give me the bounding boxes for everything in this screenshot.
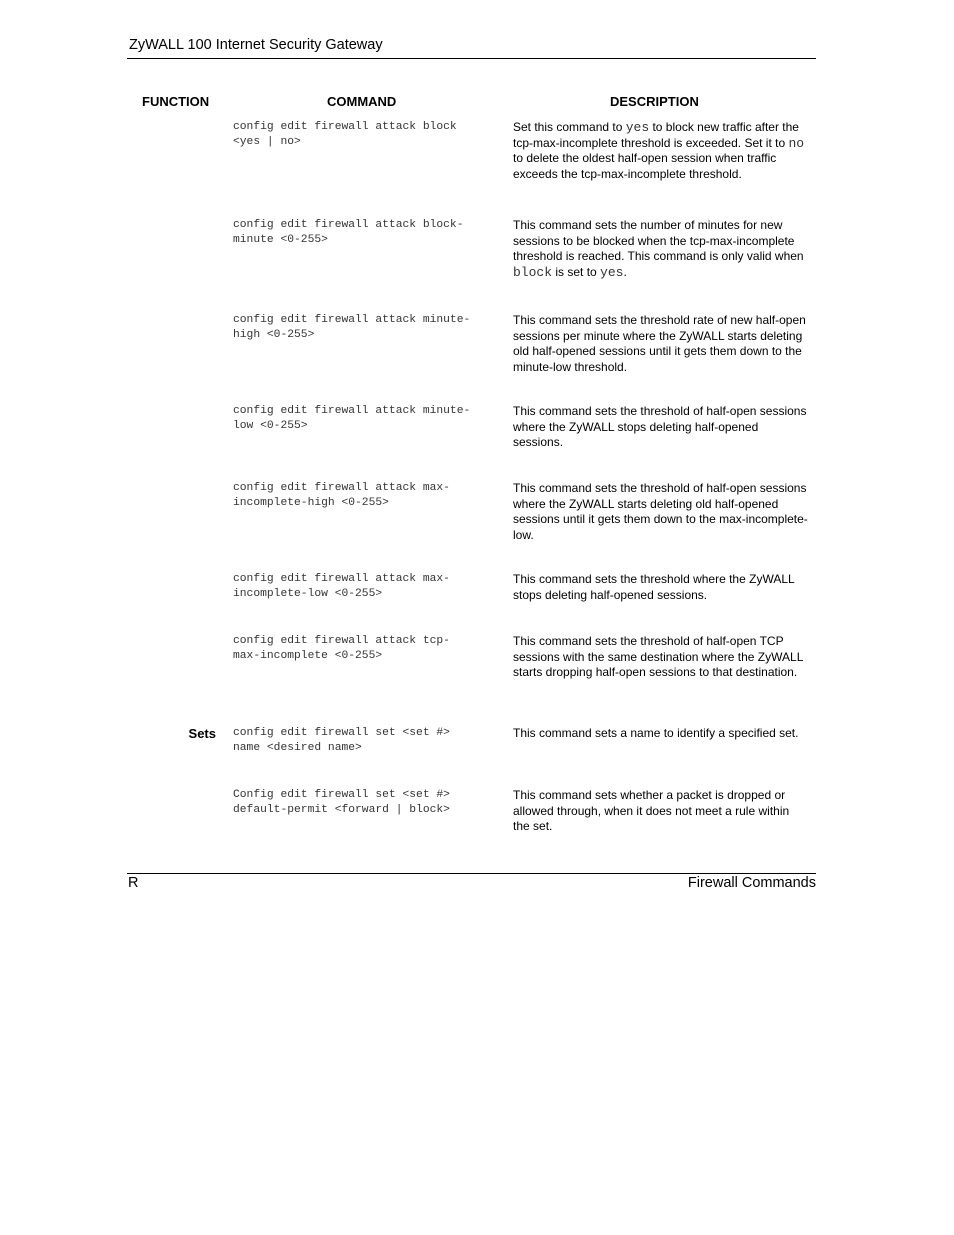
- description-text: This command sets the threshold where the ZyWALL stops deleting half-opened sessions.: [513, 572, 795, 602]
- inline-code: block: [513, 264, 553, 280]
- column-header-function: FUNCTION: [142, 94, 210, 109]
- footer-section-title: Firewall Commands: [687, 875, 816, 891]
- footer-page-marker: R: [128, 875, 139, 891]
- command-text: config edit firewall set <set #> name <desired name>: [233, 727, 450, 754]
- command-text: config edit firewall attack block <yes | no>: [233, 121, 457, 148]
- description-text: This command sets the threshold of half-open TCP sessions with the same destination where the ZyWALL starts dropping half-open sessions to that destination.: [513, 634, 803, 679]
- command-text: config edit firewall attack tcp- max-incomplete <0-255>: [233, 635, 450, 662]
- description-text: This command sets whether a packet is dropped or allowed through, when it does not meet a rule within the set.: [513, 788, 790, 833]
- inline-code: yes: [625, 120, 650, 135]
- command-text: config edit firewall attack block- minute <0-255>: [233, 219, 464, 246]
- command-text: Config edit firewall set <set #> default-permit <forward | block>: [233, 789, 450, 816]
- header-divider: [127, 58, 816, 59]
- description-text: This command sets the threshold of half-open sessions where the ZyWALL starts deleting old half-opened sessions until it gets them down to the max-incomplete-low.: [513, 481, 808, 542]
- description-text: This command sets a name to identify a specified set.: [513, 726, 799, 740]
- description-text: Set this command to yes to block new traffic after the tcp-max-incomplete threshold is exceeded. Set it to no to delete the oldest half-open session when traffic exceeds the tcp-max-incomplete threshold.: [513, 120, 805, 181]
- inline-code: yes: [600, 264, 624, 280]
- command-text: config edit firewall attack minute- high <0-255>: [233, 314, 471, 341]
- description-text: This command sets the threshold rate of new half-open sessions per minute where the ZyWALL starts deleting old half-opened sessions until it gets them down to the minute-low threshold.: [513, 313, 806, 374]
- command-text: config edit firewall attack max- incomplete-high <0-255>: [233, 482, 450, 509]
- footer-divider: [127, 873, 816, 874]
- column-header-command: COMMAND: [327, 94, 397, 109]
- inline-code: no: [788, 135, 805, 151]
- function-label: Sets: [188, 726, 216, 741]
- description-text: This command sets the number of minutes for new sessions to be blocked when the tcp-max-incomplete threshold is reached. This command is only valid when block is set to yes.: [513, 218, 804, 280]
- command-text: config edit firewall attack max- incomplete-low <0-255>: [233, 573, 450, 600]
- column-header-description: DESCRIPTION: [610, 94, 699, 109]
- command-text: config edit firewall attack minute- low <0-255>: [233, 405, 471, 432]
- page-header-title: ZyWALL 100 Internet Security Gateway: [129, 37, 383, 53]
- description-text: This command sets the threshold of half-open sessions where the ZyWALL stops deleting half-opened sessions.: [513, 404, 807, 449]
